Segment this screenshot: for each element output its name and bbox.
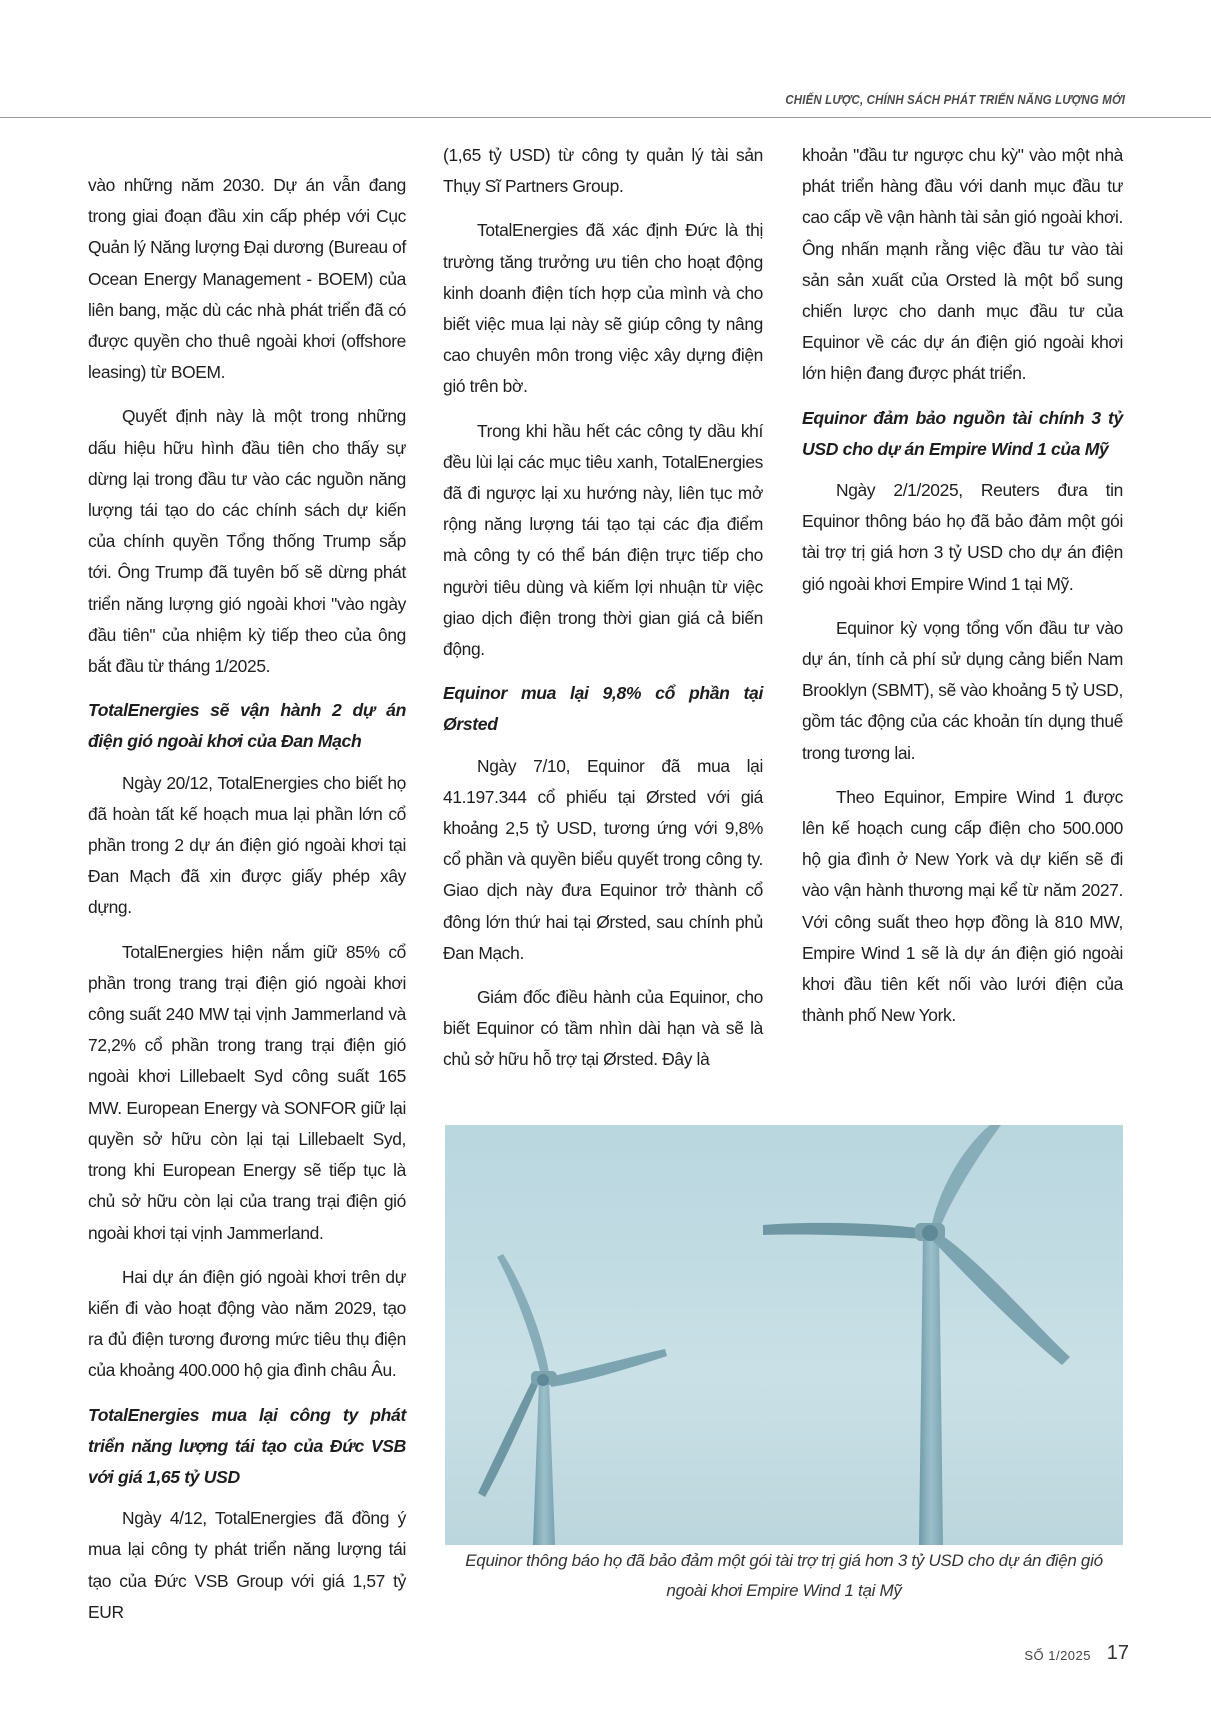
issue-number: SỐ 1/2025: [1024, 1648, 1091, 1663]
paragraph: Ngày 7/10, Equinor đã mua lại 41.197.344 cổ phiếu tại Ørsted với giá khoảng 2,5 tỷ USD, tương ứng với 9,8% cổ phần và quyền biểu quyết trong công ty. Giao dịch này đưa Equinor trở thành cổ đông lớn thứ hai tại Ørsted, sau chính phủ Đan Mạch.: [443, 755, 763, 963]
wind-turbine-illustration: [445, 1125, 1123, 1545]
page-number: 17: [1106, 1642, 1129, 1664]
section-title: CHIẾN LƯỢC, CHÍNH SÁCH PHÁT TRIỂN NĂNG LƯỢNG MỚI: [785, 92, 1125, 107]
paragraph: TotalEnergies đã xác định Đức là thị trường tăng trưởng ưu tiên cho hoạt động kinh doanh điện tích hợp của mình và cho biết việc mua lại này sẽ giúp công ty nâng cao chuyên môn trong việc xây dựng điện gió trên bờ.: [443, 220, 763, 397]
paragraph: vào những năm 2030. Dự án vẫn đang trong giai đoạn đầu xin cấp phép với Cục Quản lý Năng lượng Đại dương (Bureau of Ocean Energy Management - BOEM) của liên bang, mặc dù các nhà phát triển đã có được quyền cho thuê ngoài khơi (offshore leasing) từ BOEM.: [88, 175, 406, 383]
paragraph: TotalEnergies hiện nắm giữ 85% cổ phần trong trang trại điện gió ngoài khơi công suất 240 MW tại vịnh Jammerland và 72,2% cổ phần trong trang trại điện gió ngoài khơi Lillebaelt Syd công suất 165 MW. European Energy và SONFOR giữ lại quyền sở hữu còn lại tại Lillebaelt Syd, trong khi European Energy sẽ tiếp tục là chủ sở hữu còn lại của trang trại điện gió ngoài khơi tại vịnh Jammerland.: [88, 941, 406, 1243]
paragraph: khoản "đầu tư ngược chu kỳ" vào một nhà phát triển hàng đầu với danh mục đầu tư cao cấp về vận hành tài sản gió ngoài khơi. Ông nhấn mạnh rằng việc đầu tư vào tài sản sản xuất của Orsted là một bổ sung chiến lược cho danh mục đầu tư của Equinor về các dự án điện gió ngoài khơi lớn hiện đang được phát triển.: [802, 145, 1123, 384]
article-column-2: [443, 140, 763, 1089]
paragraph: Quyết định này là một trong những dấu hiệu hữu hình đầu tiên cho thấy sự dừng lại trong đầu tư vào các nguồn năng lượng tái tạo do các chính sách dự kiến của chính quyền Tổng thống Trump sắp tới. Ông Trump đã tuyên bố sẽ dừng phát triển năng lượng gió ngoài khơi "vào ngày đầu tiên" của nhiệm kỳ tiếp theo của ông bắt đầu từ tháng 1/2025.: [88, 406, 406, 677]
paragraph: Ngày 2/1/2025, Reuters đưa tin Equinor thông báo họ đã bảo đảm một gói tài trợ trị giá hơn 3 tỷ USD cho dự án điện gió ngoài khơi Empire Wind 1 tại Mỹ.: [802, 480, 1123, 594]
subheading: Equinor đảm bảo nguồn tài chính 3 tỷ USD cho dự án Empire Wind 1 của Mỹ: [802, 407, 1123, 459]
paragraph: Trong khi hầu hết các công ty dầu khí đều lùi lại các mục tiêu xanh, TotalEnergies đã đi ngược lại xu hướng này, liên tục mở rộng năng lượng tái tạo tại các địa điểm mà công ty có thể bán điện trực tiếp cho người tiêu dùng và kiếm lợi nhuận từ việc giao dịch điện trong thời gian giá cả biến động.: [443, 420, 763, 660]
paragraph: Ngày 4/12, TotalEnergies đã đồng ý mua lại công ty phát triển năng lượng tái tạo của Đức VSB Group với giá 1,57 tỷ EUR: [88, 1508, 406, 1622]
article-column-3: [802, 140, 1123, 1044]
paragraph: Hai dự án điện gió ngoài khơi trên dự kiến đi vào hoạt động vào năm 2029, tạo ra đủ điện tương đương mức tiêu thụ điện của khoảng 400.000 hộ gia đình châu Âu.: [88, 1266, 406, 1381]
paragraph: Equinor kỳ vọng tổng vốn đầu tư vào dự án, tính cả phí sử dụng cảng biển Nam Brooklyn (SBMT), sẽ vào khoảng 5 tỷ USD, gồm tác động của các khoản tín dụng thuế trong tương lai.: [802, 617, 1123, 763]
figure-caption: Equinor thông báo họ đã bảo đảm một gói tài trợ trị giá hơn 3 tỷ USD cho dự án điện gió ngoài khơi Empire Wind 1 tại Mỹ: [465, 1551, 1103, 1600]
header-divider: [0, 117, 1211, 118]
paragraph: Ngày 20/12, TotalEnergies cho biết họ đã hoàn tất kế hoạch mua lại phần lớn cổ phần trong 2 dự án điện gió ngoài khơi tại Đan Mạch đã xin được giấy phép xây dựng.: [88, 772, 406, 918]
subheading: Equinor mua lại 9,8% cổ phần tại Ørsted: [443, 683, 763, 735]
article-column-1: [88, 170, 406, 1641]
paragraph: Theo Equinor, Empire Wind 1 được lên kế hoạch cung cấp điện cho 500.000 hộ gia đình ở New York và dự kiến sẽ đi vào vận hành thương mại kể từ năm 2027. Với công suất theo hợp đồng là 810 MW, Empire Wind 1 sẽ là dự án điện gió ngoài khơi đầu tiên kết nối vào lưới điện của thành phố New York.: [802, 786, 1123, 1026]
subheading: TotalEnergies mua lại công ty phát triển năng lượng tái tạo của Đức VSB với giá 1,65 tỷ USD: [88, 1404, 406, 1487]
paragraph: (1,65 tỷ USD) từ công ty quản lý tài sản Thụy Sĩ Partners Group.: [443, 145, 763, 197]
wind-turbine-photo: [445, 1125, 1123, 1545]
paragraph: Giám đốc điều hành của Equinor, cho biết Equinor có tầm nhìn dài hạn và sẽ là chủ sở hữu hỗ trợ tại Ørsted. Đây là: [443, 987, 763, 1070]
subheading: TotalEnergies sẽ vận hành 2 dự án điện gió ngoài khơi của Đan Mạch: [88, 700, 406, 752]
